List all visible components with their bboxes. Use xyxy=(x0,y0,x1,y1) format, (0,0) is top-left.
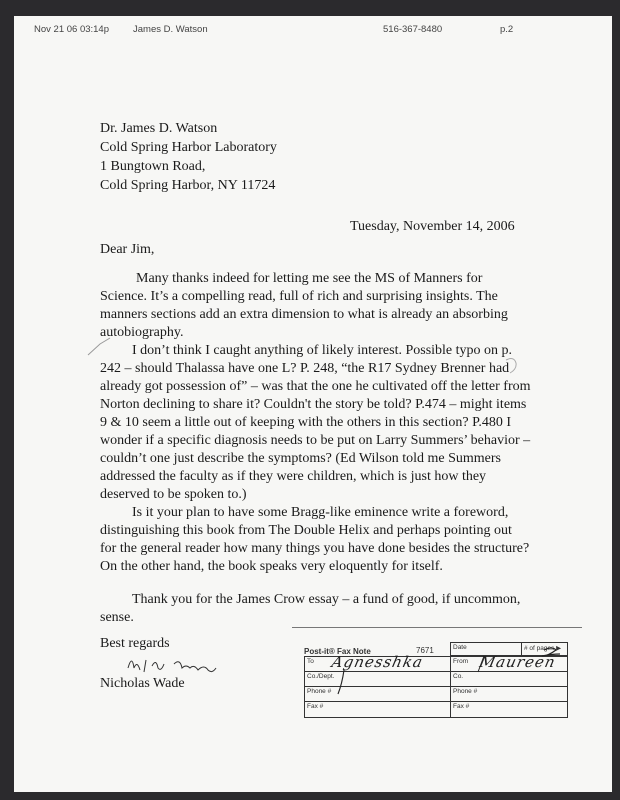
body-line: distinguishing this book from The Double Helix and perhaps pointing out xyxy=(100,523,512,538)
body-line: Norton declining to share it? Couldn't the story be told? P.474 – might items xyxy=(100,397,527,412)
body-line: manners sections add an extra dimension to what is already an absorbing xyxy=(100,307,508,322)
codept-label: Co./Dept. xyxy=(307,673,335,680)
phone-label: Phone # xyxy=(307,688,332,695)
body-line: already got possession of” – was that the one he cultivated off the letter from xyxy=(100,379,531,394)
body-line: Science. It’s a compelling read, full of rich and surprising insights. The xyxy=(100,289,498,304)
body-line: sense. xyxy=(100,610,134,625)
body-line: Is it your plan to have some Bragg-like eminence write a foreword, xyxy=(132,505,509,520)
body-line: 242 – should Thalassa have one L? P. 248, “the R17 Sydney Brenner had xyxy=(100,361,510,376)
body-line: wonder if a specific diagnosis needs to be put on Larry Summers’ behavior – xyxy=(100,433,531,448)
postit-fax-note xyxy=(304,642,568,718)
fax-sender: James D. Watson xyxy=(133,24,208,35)
address-line: Cold Spring Harbor Laboratory xyxy=(100,140,277,155)
postit-title: Post-it® Fax Note xyxy=(304,647,371,656)
signature xyxy=(126,654,246,676)
fax-label: Fax # xyxy=(453,703,470,710)
body-line: for the general reader how many things you have done besides the structure? xyxy=(100,541,530,556)
address-line: 1 Bungtown Road, xyxy=(100,159,206,174)
postit-to-value: Agnesshka xyxy=(330,653,425,671)
pages-label: # of pages ▶ xyxy=(524,645,562,652)
closing: Best regards xyxy=(100,636,170,651)
fax-phone: 516-367-8480 xyxy=(383,24,443,35)
body-line: couldn’t one just describe the symptoms? (Ed Wilson told me Summers xyxy=(100,451,501,466)
to-label: To xyxy=(307,658,314,665)
phone-label: Phone # xyxy=(453,688,478,695)
date-label: Date xyxy=(453,644,467,651)
postit-from-value: Maureen xyxy=(478,653,558,671)
body-line: 9 & 10 seem a little out of keeping with the others in this section? P.480 I xyxy=(100,415,511,430)
body-line: Thank you for the James Crow essay – a fund of good, if uncommon, xyxy=(132,592,521,607)
fax-label: Fax # xyxy=(307,703,324,710)
body-line: autobiography. xyxy=(100,325,184,340)
body-line: Many thanks indeed for letting me see the MS of Manners for xyxy=(136,271,483,286)
fax-page-number: p.2 xyxy=(500,24,514,35)
body-line: deserved to be spoken to.) xyxy=(100,487,247,502)
body-line: addressed the faculty as if they were children, which is just how they xyxy=(100,469,487,484)
body-line: On the other hand, the book speaks very eloquently for itself. xyxy=(100,559,443,574)
postit-code: 7671 xyxy=(416,646,434,655)
from-label: From xyxy=(453,658,469,665)
divider xyxy=(292,627,582,628)
address-line: Dr. James D. Watson xyxy=(100,121,218,136)
signature-name: Nicholas Wade xyxy=(100,676,185,691)
body-line: I don’t think I caught anything of likely interest. Possible typo on p. xyxy=(132,343,513,358)
handwriting xyxy=(304,642,568,718)
salutation: Dear Jim, xyxy=(100,242,155,257)
co-label: Co. xyxy=(453,673,464,680)
letter-date: Tuesday, November 14, 2006 xyxy=(350,219,515,234)
address-line: Cold Spring Harbor, NY 11724 xyxy=(100,178,276,193)
fax-datetime: Nov 21 06 03:14p xyxy=(34,24,110,35)
